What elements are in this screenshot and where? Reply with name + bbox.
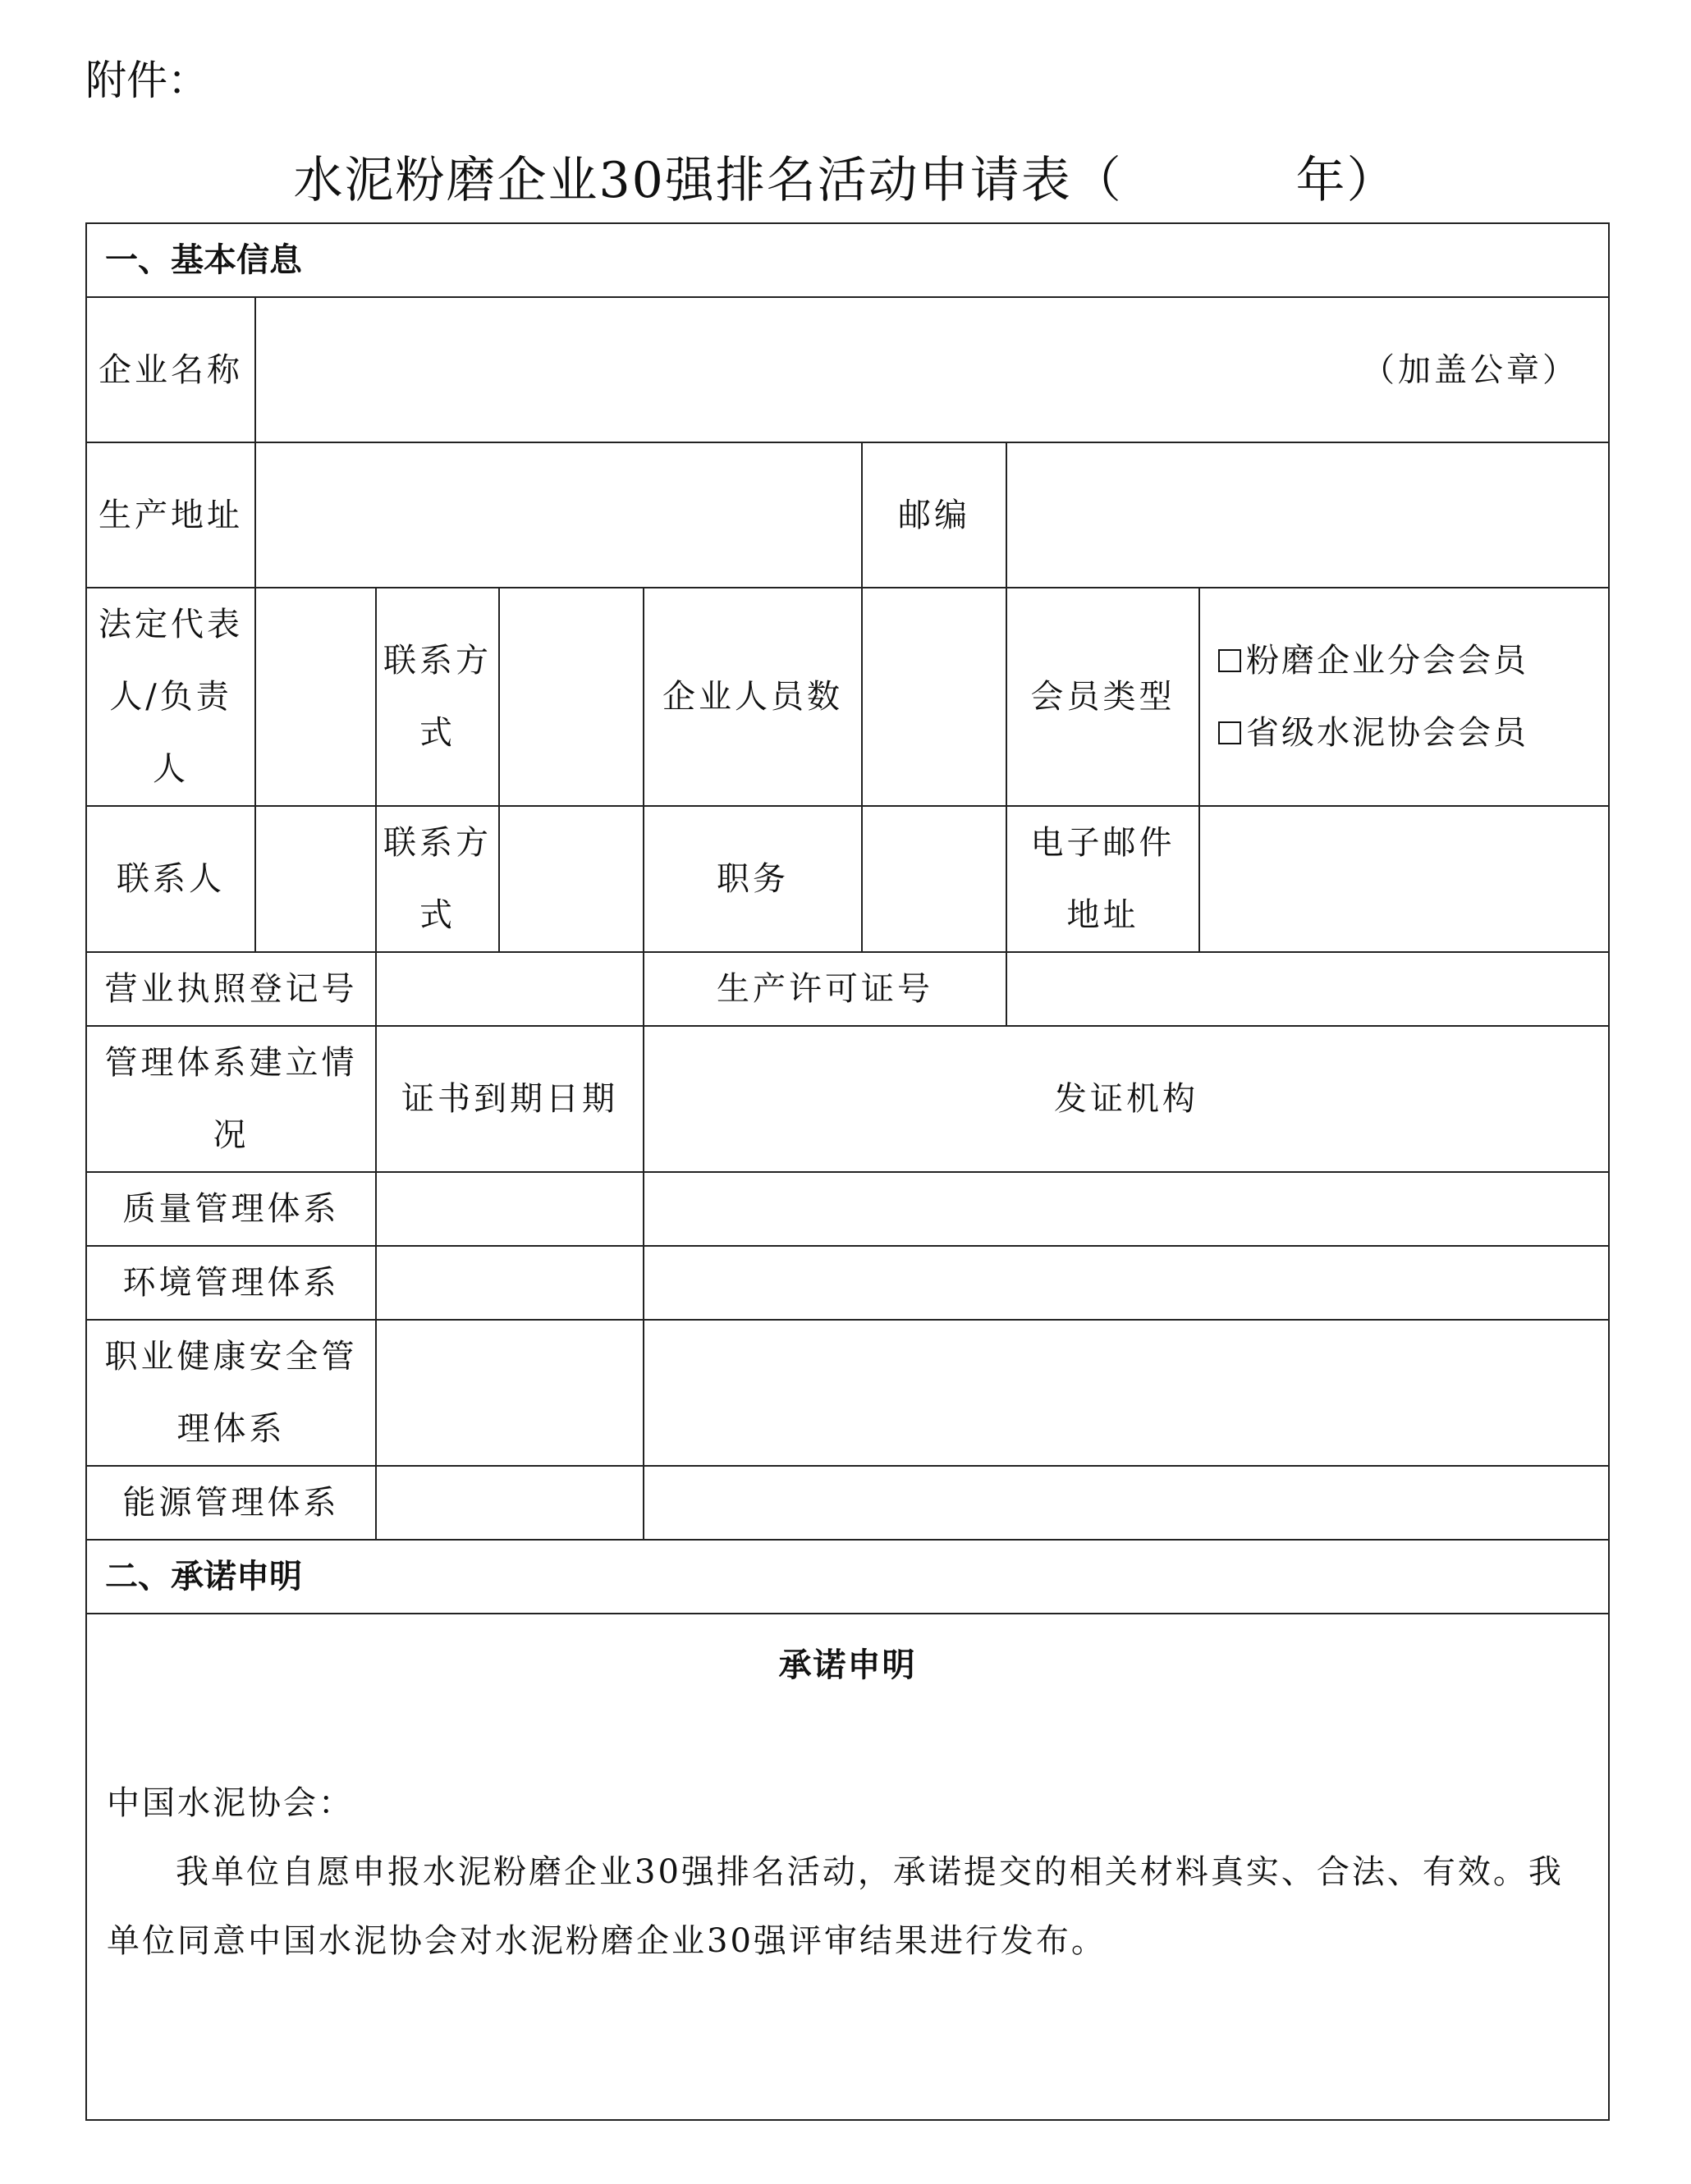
checkbox-icon[interactable] <box>1218 721 1241 744</box>
mgmt-row-expiry-field[interactable] <box>376 1172 644 1246</box>
mgmt-row-expiry-field[interactable] <box>376 1320 644 1466</box>
promise-body: 我单位自愿申报水泥粉磨企业30强排名活动，承诺提交的相关材料真实、合法、有效。我单位同意中国水泥协会对水泥粉磨企业30强评审结果进行发布。 <box>107 1853 1564 1960</box>
issuer-header: 发证机构 <box>644 1026 1609 1172</box>
email-field[interactable] <box>1199 806 1609 952</box>
business-license-label: 营业执照登记号 <box>86 952 376 1026</box>
mgmt-row-issuer-field[interactable] <box>644 1172 1609 1246</box>
position-label: 职务 <box>644 806 862 952</box>
promise-title: 承诺申明 <box>778 1646 917 1684</box>
legal-rep-label: 法定代表人/负责人 <box>86 588 255 806</box>
mgmt-row-label: 职业健康安全管理体系 <box>86 1320 376 1466</box>
promise-addressee: 中国水泥协会： <box>107 1784 354 1822</box>
staff-count-label: 企业人员数 <box>644 588 862 806</box>
mgmt-row-issuer-field[interactable] <box>644 1466 1609 1540</box>
section-promise-heading: 二、承诺申明 <box>86 1540 1609 1614</box>
section-basic-info-heading: 一、基本信息 <box>86 223 1609 297</box>
promise-statement-box <box>86 1614 1609 2120</box>
address-label: 生产地址 <box>86 442 255 588</box>
cert-expiry-header: 证书到期日期 <box>376 1026 644 1172</box>
legal-rep-field[interactable] <box>255 588 376 806</box>
staff-count-field[interactable] <box>862 588 1006 806</box>
mgmt-row-label: 环境管理体系 <box>86 1246 376 1320</box>
mgmt-system-header: 管理体系建立情况 <box>86 1026 376 1172</box>
contact-method-2-label: 联系方式 <box>376 806 499 952</box>
production-license-label: 生产许可证号 <box>644 952 1006 1026</box>
seal-note: （加盖公章） <box>1362 350 1579 389</box>
contact-method-label: 联系方式 <box>376 588 499 806</box>
postcode-field[interactable] <box>1006 442 1609 588</box>
contact-method-field[interactable] <box>499 588 644 806</box>
contact-person-label: 联系人 <box>86 806 255 952</box>
member-option-provincial-label: 省级水泥协会会员 <box>1246 714 1528 752</box>
business-license-field[interactable] <box>376 952 644 1026</box>
contact-person-field[interactable] <box>255 806 376 952</box>
member-option-fenmo[interactable] <box>1218 625 1602 697</box>
member-type-options <box>1199 588 1609 806</box>
company-name-field[interactable] <box>255 297 1609 442</box>
postcode-label: 邮编 <box>862 442 1006 588</box>
member-option-fenmo-label: 粉磨企业分会会员 <box>1246 642 1528 680</box>
mgmt-row-issuer-field[interactable] <box>644 1246 1609 1320</box>
company-name-label: 企业名称 <box>86 297 255 442</box>
form-title: 水泥粉磨企业30强排名活动申请表（ 年） <box>293 152 1398 209</box>
email-label: 电子邮件地址 <box>1006 806 1199 952</box>
mgmt-row-expiry-field[interactable] <box>376 1246 644 1320</box>
position-field[interactable] <box>862 806 1006 952</box>
application-form-table <box>85 222 1610 2121</box>
member-option-provincial[interactable] <box>1218 697 1602 769</box>
mgmt-row-label: 能源管理体系 <box>86 1466 376 1540</box>
mgmt-row-issuer-field[interactable] <box>644 1320 1609 1466</box>
mgmt-row-label: 质量管理体系 <box>86 1172 376 1246</box>
member-type-label: 会员类型 <box>1006 588 1199 806</box>
production-license-field[interactable] <box>1006 952 1609 1026</box>
checkbox-icon[interactable] <box>1218 649 1241 672</box>
contact-method-2-field[interactable] <box>499 806 644 952</box>
mgmt-row-expiry-field[interactable] <box>376 1466 644 1540</box>
attachment-label: 附件： <box>85 57 209 104</box>
address-field[interactable] <box>255 442 862 588</box>
